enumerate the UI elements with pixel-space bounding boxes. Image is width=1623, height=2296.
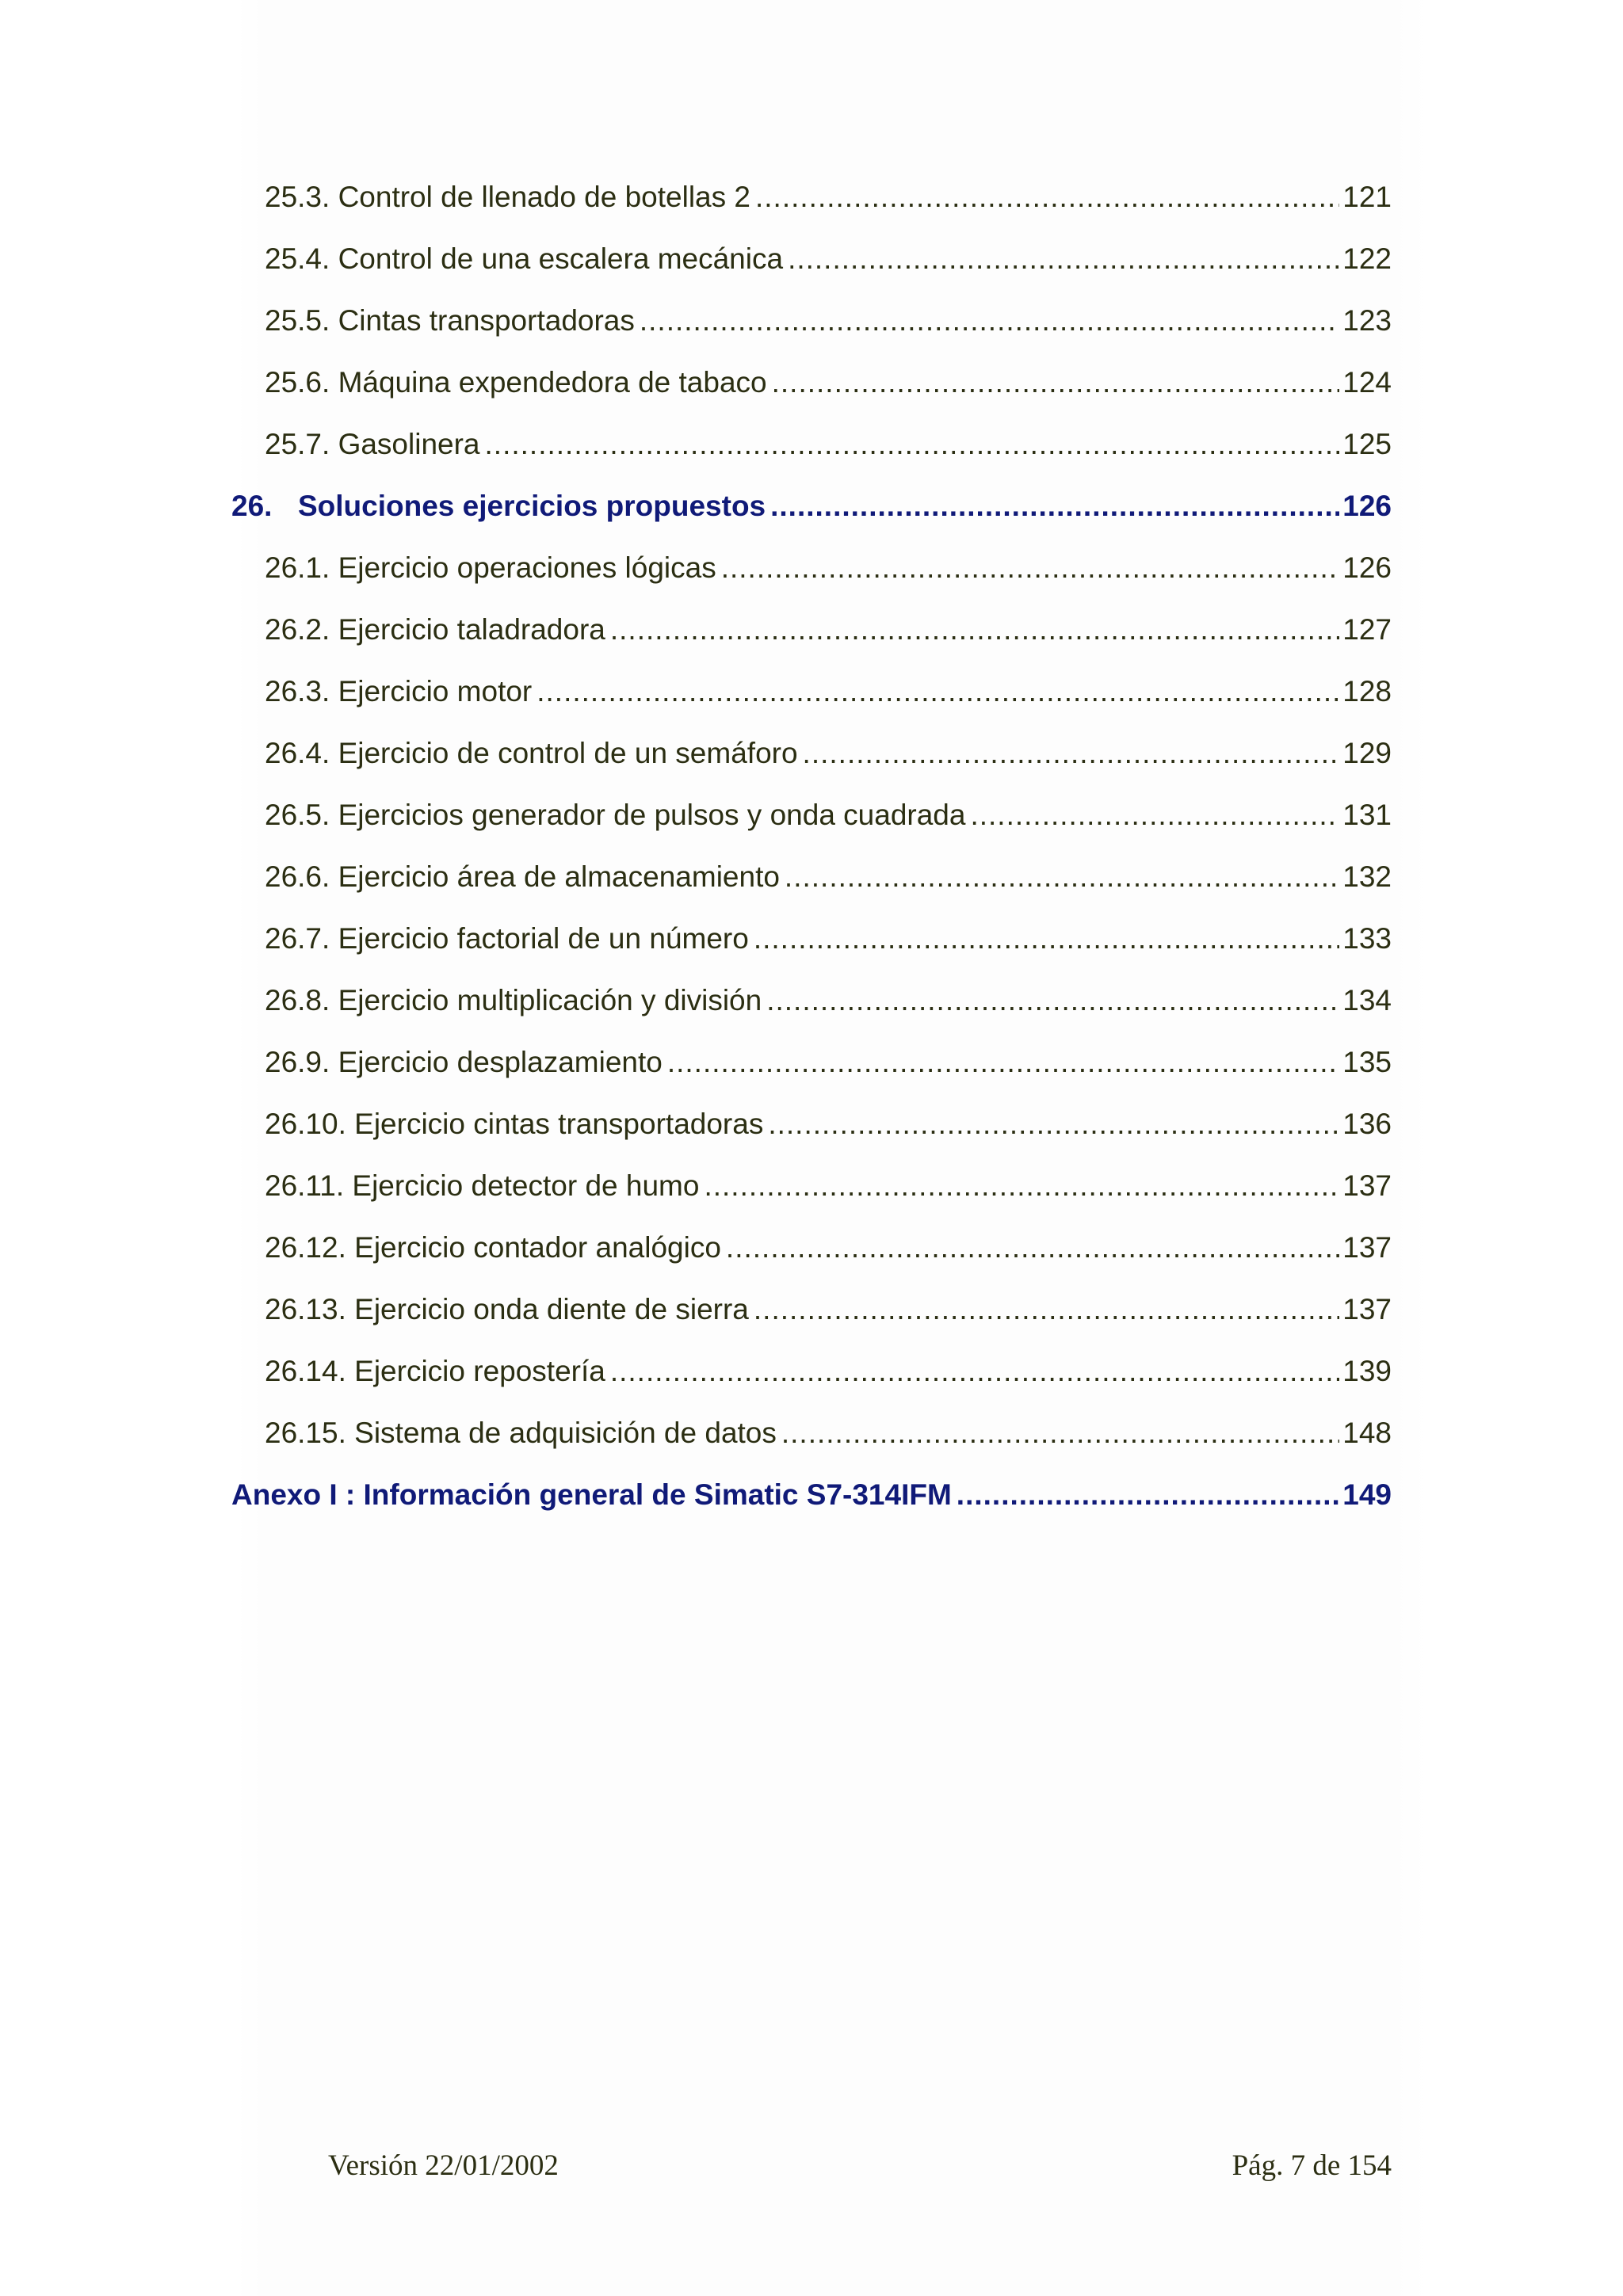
toc-entry-label: Anexo I : Información general de Simatic S7-314IFM — [231, 1478, 952, 1511]
toc-dot-leader — [766, 984, 1339, 1017]
toc-entry-page: 131 — [1342, 799, 1392, 831]
toc-entry-title — [265, 428, 480, 461]
toc-entry-label: 26.13. Ejercicio onda diente de sierra — [265, 1293, 749, 1325]
toc-entry-page: 123 — [1342, 304, 1392, 337]
version-label: Versión 22/01/2002 — [328, 2149, 559, 2182]
toc-entry-page: 137 — [1342, 1231, 1392, 1264]
toc-dot-leader — [726, 1231, 1339, 1264]
toc-dot-leader — [610, 1355, 1339, 1388]
toc-entry-title — [265, 737, 798, 770]
toc-entry[interactable] — [231, 922, 1392, 984]
toc-entry-title — [265, 799, 965, 832]
toc-entry-page: 137 — [1342, 1169, 1392, 1202]
toc-entry[interactable] — [231, 551, 1392, 613]
toc-entry[interactable] — [231, 1108, 1392, 1169]
toc-entry[interactable] — [231, 242, 1392, 304]
toc-entry[interactable] — [231, 1046, 1392, 1108]
toc-dot-leader — [721, 551, 1340, 585]
toc-entry[interactable] — [231, 1417, 1392, 1478]
toc-entry-title — [231, 1478, 952, 1512]
toc-entry[interactable] — [231, 675, 1392, 737]
toc-entry-label: 26.15. Sistema de adquisición de datos — [265, 1417, 777, 1449]
toc-dot-leader — [537, 675, 1339, 708]
toc-dot-leader — [768, 1108, 1339, 1141]
toc-heading-entry[interactable] — [231, 1478, 1392, 1540]
toc-entry-page: 126 — [1342, 490, 1392, 522]
toc-dot-leader — [803, 737, 1340, 770]
toc-entry[interactable] — [231, 181, 1392, 242]
toc-dot-leader — [970, 799, 1339, 832]
toc-entry-page: 121 — [1342, 181, 1392, 213]
toc-entry-title — [265, 1046, 663, 1079]
toc-entry-title — [265, 1108, 763, 1141]
toc-entry[interactable] — [231, 1231, 1392, 1293]
toc-entry[interactable] — [231, 304, 1392, 366]
toc-entry-label: 26.10. Ejercicio cintas transportadoras — [265, 1108, 764, 1140]
toc-dot-leader — [640, 304, 1339, 338]
toc-entry-title — [265, 181, 750, 214]
toc-entry[interactable] — [231, 1169, 1392, 1231]
toc-entry-page: 122 — [1342, 242, 1392, 275]
toc-entry-label: 25.7. Gasolinera — [265, 428, 480, 460]
toc-entry[interactable] — [231, 366, 1392, 428]
toc-entry-page: 132 — [1342, 860, 1392, 893]
toc-entry-label: 25.5. Cintas transportadoras — [265, 304, 635, 337]
toc-entry-page: 127 — [1342, 613, 1392, 646]
toc-entry-label: 25.6. Máquina expendedora de tabaco — [265, 366, 767, 399]
toc-dot-leader — [754, 1293, 1339, 1326]
toc-entry-title — [265, 860, 780, 894]
toc-entry-title — [265, 304, 635, 338]
toc-entry-label: Soluciones ejercicios propuestos — [298, 490, 766, 522]
toc-entry-page: 135 — [1342, 1046, 1392, 1078]
toc-entry[interactable] — [231, 613, 1392, 675]
toc-entry-title — [265, 1169, 699, 1203]
toc-entry-title — [265, 984, 762, 1017]
toc-entry-page: 148 — [1342, 1417, 1392, 1449]
toc-entry-label: 26.9. Ejercicio desplazamiento — [265, 1046, 663, 1078]
toc-entry-page: 139 — [1342, 1355, 1392, 1387]
toc-entry-title — [265, 1231, 721, 1264]
toc-dot-leader — [788, 242, 1339, 276]
toc-entry[interactable] — [231, 1293, 1392, 1355]
toc-entry[interactable] — [231, 799, 1392, 860]
toc-dot-leader — [770, 490, 1339, 523]
toc-entry-label: 26.12. Ejercicio contador analógico — [265, 1231, 721, 1264]
toc-entry[interactable] — [231, 984, 1392, 1046]
toc-heading-entry[interactable] — [231, 490, 1392, 551]
toc-entry-page: 129 — [1342, 737, 1392, 769]
toc-entry-page: 137 — [1342, 1293, 1392, 1325]
page-footer — [328, 2149, 1392, 2183]
toc-dot-leader — [754, 922, 1339, 955]
toc-entry-title — [265, 551, 716, 585]
page-number: Pág. 7 de 154 — [1232, 2149, 1392, 2182]
toc-dot-leader — [485, 428, 1340, 461]
toc-dot-leader — [957, 1478, 1339, 1512]
toc-entry-title — [265, 242, 783, 276]
toc-entry-page: 136 — [1342, 1108, 1392, 1140]
toc-dot-leader — [785, 860, 1339, 894]
toc-entry-title — [265, 1417, 777, 1450]
toc-dot-leader — [772, 366, 1340, 399]
toc-entry-label: 26.4. Ejercicio de control de un semáforo — [265, 737, 798, 769]
toc-entry-number: 26. — [231, 490, 273, 522]
toc-entry-title — [265, 613, 605, 646]
toc-entry-label: 26.6. Ejercicio área de almacenamiento — [265, 860, 780, 893]
toc-entry-label: 26.2. Ejercicio taladradora — [265, 613, 605, 646]
toc-entry-label: 26.7. Ejercicio factorial de un número — [265, 922, 749, 955]
toc-entry-page: 149 — [1342, 1478, 1392, 1511]
toc-entry-page: 133 — [1342, 922, 1392, 955]
toc-dot-leader — [667, 1046, 1339, 1079]
toc-entry-title — [231, 490, 766, 523]
toc-entry[interactable] — [231, 428, 1392, 490]
toc-entry-title — [265, 675, 532, 708]
toc-entry-title — [265, 366, 767, 399]
toc-entry-label: 26.1. Ejercicio operaciones lógicas — [265, 551, 716, 584]
toc-entry[interactable] — [231, 1355, 1392, 1417]
toc-dot-leader — [704, 1169, 1339, 1203]
toc-entry[interactable] — [231, 737, 1392, 799]
toc-entry-label: 26.14. Ejercicio repostería — [265, 1355, 605, 1387]
toc-dot-leader — [781, 1417, 1339, 1450]
table-of-contents — [231, 181, 1392, 1540]
toc-entry-label: 26.5. Ejercicios generador de pulsos y onda cuadrada — [265, 799, 966, 831]
toc-entry-label: 25.3. Control de llenado de botellas 2 — [265, 181, 750, 213]
toc-entry-title — [265, 1293, 749, 1326]
toc-entry-label: 25.4. Control de una escalera mecánica — [265, 242, 784, 275]
toc-entry-page: 124 — [1342, 366, 1392, 399]
toc-entry-label: 26.3. Ejercicio motor — [265, 675, 533, 707]
toc-entry-page: 125 — [1342, 428, 1392, 460]
toc-entry-page: 128 — [1342, 675, 1392, 707]
toc-entry-page: 134 — [1342, 984, 1392, 1016]
toc-entry-title — [265, 922, 749, 955]
toc-dot-leader — [610, 613, 1339, 646]
toc-dot-leader — [755, 181, 1339, 214]
toc-entry-page: 126 — [1342, 551, 1392, 584]
toc-entry-label: 26.8. Ejercicio multiplicación y división — [265, 984, 762, 1016]
toc-entry[interactable] — [231, 860, 1392, 922]
toc-entry-label: 26.11. Ejercicio detector de humo — [265, 1169, 700, 1202]
toc-entry-title — [265, 1355, 605, 1388]
